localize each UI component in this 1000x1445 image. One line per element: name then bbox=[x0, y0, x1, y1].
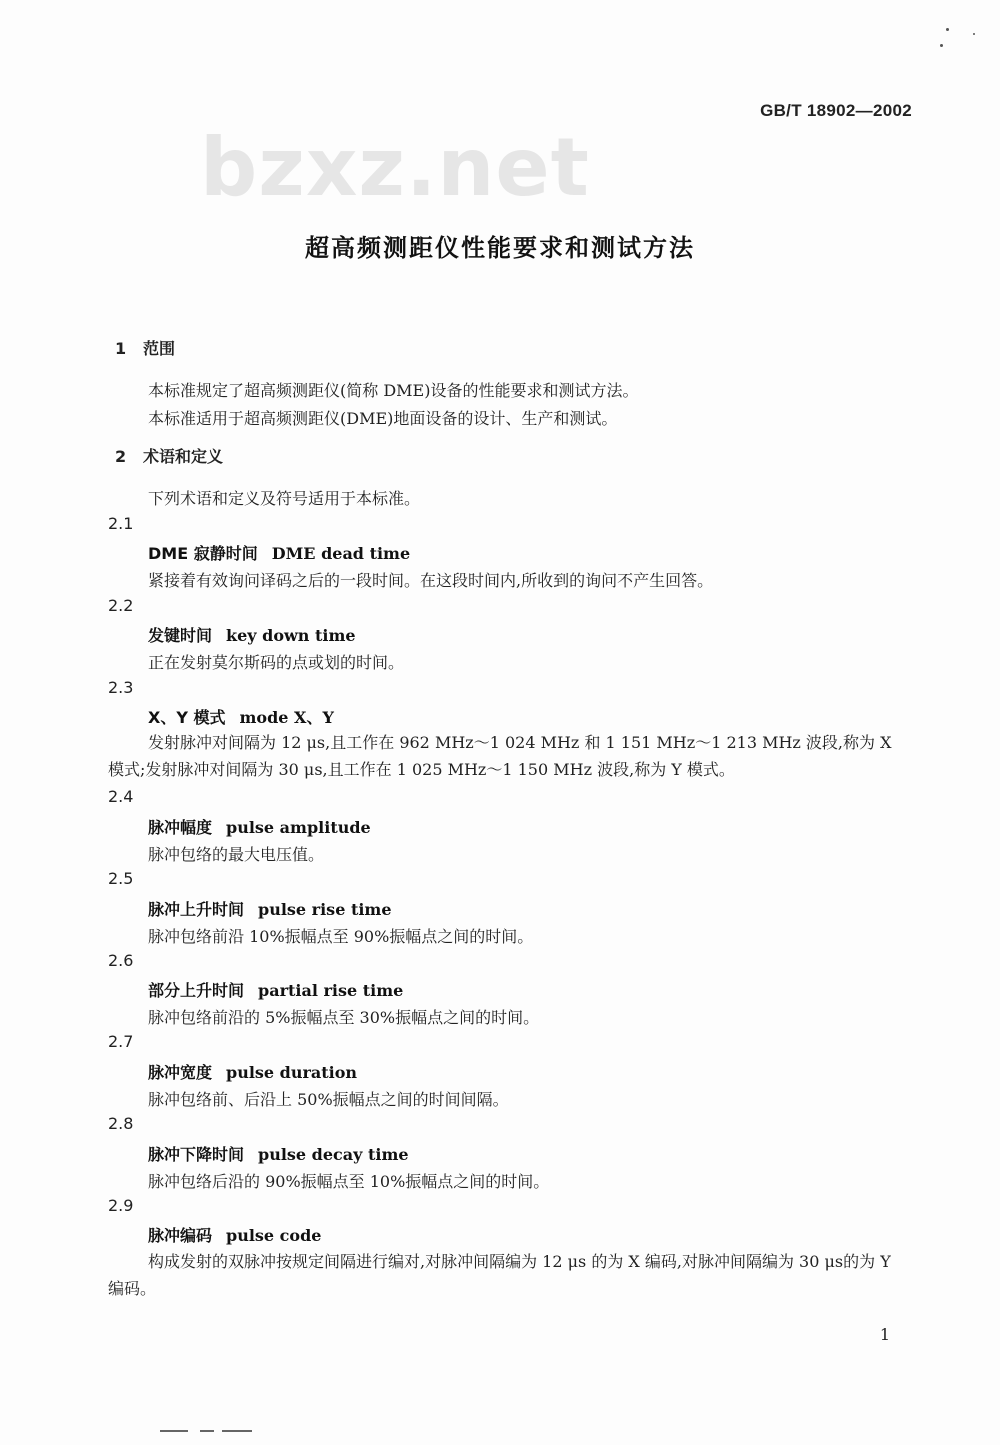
section-title: 范围 bbox=[143, 339, 176, 358]
clause-number: 2.8 bbox=[108, 1114, 134, 1133]
clause-number: 2.5 bbox=[108, 869, 134, 888]
section-number: 2 bbox=[115, 447, 127, 466]
term-definition: 紧接着有效询问译码之后的一段时间。在这段时间内,所收到的询问不产生回答。 bbox=[148, 571, 714, 590]
scan-speck bbox=[940, 44, 943, 47]
section-2-heading bbox=[115, 444, 223, 467]
term-english: mode X、Y bbox=[239, 708, 334, 727]
clause-number: 2.2 bbox=[108, 596, 134, 615]
term-chinese: DME 寂静时间 bbox=[148, 544, 258, 563]
term-chinese: 脉冲上升时间 bbox=[148, 900, 245, 919]
term-heading bbox=[148, 1142, 409, 1165]
section-1-paragraph-2: 本标准适用于超高频测距仪(DME)地面设备的设计、生产和测试。 bbox=[148, 409, 618, 428]
term-chinese: X、Y 模式 bbox=[148, 708, 226, 727]
term-chinese: 脉冲编码 bbox=[148, 1226, 213, 1245]
term-chinese: 脉冲宽度 bbox=[148, 1063, 213, 1082]
term-heading bbox=[148, 897, 392, 920]
scan-mark bbox=[200, 1430, 214, 1432]
term-heading bbox=[148, 705, 334, 728]
clause-number: 2.7 bbox=[108, 1032, 134, 1051]
term-definition: 正在发射莫尔斯码的点或划的时间。 bbox=[148, 653, 405, 672]
term-heading bbox=[148, 978, 403, 1001]
term-definition: 构成发射的双脉冲按规定间隔进行编对,对脉冲间隔编为 12 μs 的为 X 编码,对脉冲间隔编为 30 μs的为 Y 编码。 bbox=[108, 1252, 891, 1298]
standard-code: GB/T 18902—2002 bbox=[760, 101, 912, 120]
term-chinese: 部分上升时间 bbox=[148, 981, 245, 1000]
term-definition: 脉冲包络前沿 10%振幅点至 90%振幅点之间的时间。 bbox=[148, 927, 534, 946]
clause-number: 2.3 bbox=[108, 678, 134, 697]
section-2-intro: 下列术语和定义及符号适用于本标准。 bbox=[148, 489, 421, 508]
term-heading bbox=[148, 815, 371, 838]
term-heading bbox=[148, 623, 356, 646]
term-heading bbox=[148, 541, 410, 564]
scan-speck bbox=[946, 28, 949, 31]
document-title: 超高频测距仪性能要求和测试方法 bbox=[305, 234, 695, 262]
term-english: pulse decay time bbox=[258, 1145, 409, 1164]
term-english: pulse duration bbox=[226, 1063, 358, 1082]
term-definition: 脉冲包络前、后沿上 50%振幅点之间的时间间隔。 bbox=[148, 1090, 509, 1109]
term-definition: 脉冲包络的最大电压值。 bbox=[148, 845, 325, 864]
term-heading bbox=[148, 1060, 357, 1083]
scan-mark bbox=[222, 1430, 252, 1432]
term-english: pulse code bbox=[226, 1226, 322, 1245]
clause-number: 2.1 bbox=[108, 514, 134, 533]
section-1-paragraph-1: 本标准规定了超高频测距仪(简称 DME)设备的性能要求和测试方法。 bbox=[148, 381, 639, 400]
term-chinese: 脉冲下降时间 bbox=[148, 1145, 245, 1164]
scan-speck bbox=[973, 33, 975, 35]
section-number: 1 bbox=[115, 339, 127, 358]
clause-number: 2.6 bbox=[108, 951, 134, 970]
term-english: pulse amplitude bbox=[226, 818, 371, 837]
term-heading bbox=[148, 1223, 321, 1246]
term-english: pulse rise time bbox=[258, 900, 392, 919]
clause-number: 2.9 bbox=[108, 1196, 134, 1215]
term-english: DME dead time bbox=[271, 544, 411, 563]
section-title: 术语和定义 bbox=[143, 447, 224, 466]
term-english: key down time bbox=[226, 626, 356, 645]
page-number: 1 bbox=[879, 1325, 890, 1344]
section-1-heading bbox=[115, 336, 175, 359]
term-english: partial rise time bbox=[258, 981, 404, 1000]
term-chinese: 发键时间 bbox=[148, 626, 213, 645]
term-definition: 发射脉冲对间隔为 12 μs,且工作在 962 MHz～1 024 MHz 和 1 151 MHz～1 213 MHz 波段,称为 X 模式;发射脉冲对间隔为 30 μs,且工作在 1 025 MHz～1 150 MHz 波段,称为 Y 模式。 bbox=[108, 733, 892, 779]
term-definition: 脉冲包络后沿的 90%振幅点至 10%振幅点之间的时间。 bbox=[148, 1172, 550, 1191]
watermark-logo: bzxz.net bbox=[200, 121, 590, 214]
term-definition: 脉冲包络前沿的 5%振幅点至 30%振幅点之间的时间。 bbox=[148, 1008, 540, 1027]
scan-mark bbox=[160, 1430, 188, 1432]
clause-number: 2.4 bbox=[108, 787, 134, 806]
term-chinese: 脉冲幅度 bbox=[148, 818, 213, 837]
